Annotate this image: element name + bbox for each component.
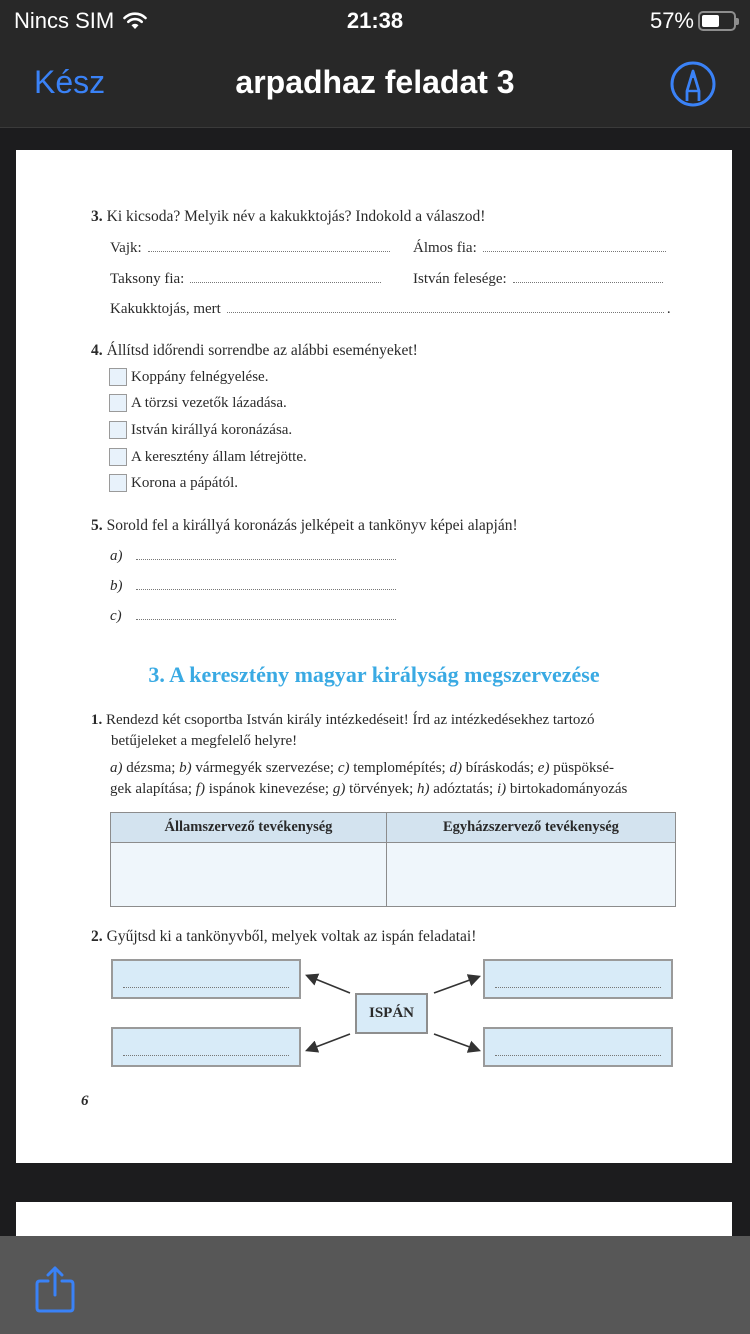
event-item[interactable] <box>109 474 238 492</box>
question-4 <box>91 342 418 360</box>
answer-line[interactable] <box>136 589 396 590</box>
field-istvan-felesege[interactable] <box>413 271 663 288</box>
options-line <box>110 779 680 800</box>
option-text: templomépítés; <box>349 760 450 776</box>
field-kakukktojas[interactable] <box>110 301 671 318</box>
field-label: Kakukktojás, mert <box>110 301 221 317</box>
markup-pen-icon[interactable] <box>670 61 716 107</box>
arrow-top-right <box>434 977 478 993</box>
option-letter: h) <box>417 781 430 797</box>
answer-line[interactable] <box>495 1055 661 1056</box>
pdf-page-next <box>16 1202 732 1236</box>
symbol-field-c[interactable] <box>110 608 396 625</box>
answer-line[interactable] <box>136 619 396 620</box>
event-item[interactable] <box>109 394 287 412</box>
question-text: Állítsd időrendi sorrendbe az alábbi eseményeket! <box>106 342 418 359</box>
nav-bar <box>0 40 750 128</box>
section-title: 3. A keresztény magyar királyság megszervezése <box>148 662 600 687</box>
field-almos-fia[interactable] <box>413 240 666 257</box>
bottom-toolbar <box>0 1236 750 1334</box>
option-text: gek alapítása; <box>110 781 196 797</box>
option-letter: c) <box>337 760 350 776</box>
question-3 <box>91 208 485 226</box>
option-text: adóztatás; <box>429 781 497 797</box>
question-5 <box>91 517 518 535</box>
option-letter: e) <box>537 760 550 776</box>
option-letter: d) <box>449 760 462 776</box>
option-letter: f) <box>195 781 205 797</box>
option-text: bíráskodás; <box>461 760 538 776</box>
option-letter: g) <box>332 781 346 797</box>
document-viewer[interactable] <box>0 129 750 1236</box>
share-icon[interactable] <box>34 1264 76 1314</box>
end-mark: . <box>666 301 671 317</box>
option-letter: i) <box>496 781 507 797</box>
classification-table <box>110 812 676 907</box>
field-label: Álmos fia: <box>413 240 477 256</box>
battery-percent: 57% <box>649 8 694 33</box>
arrow-bottom-left <box>308 1034 350 1050</box>
option-text: birtokadományozás <box>506 781 628 797</box>
order-checkbox[interactable] <box>109 394 127 412</box>
page-content <box>16 150 732 1163</box>
ispan-box: ISPÁN <box>355 993 428 1034</box>
question-text: Gyűjtsd ki a tankönyvből, melyek voltak az ispán feladatai! <box>106 928 477 945</box>
order-checkbox[interactable] <box>109 474 127 492</box>
question-text: Sorold fel a királlyá koronázás jelképeit a tankönyv képei alapján! <box>106 517 518 534</box>
event-label: Koppány felnégyelése. <box>131 368 269 385</box>
letter-label: b) <box>110 578 123 594</box>
options-line <box>110 758 680 779</box>
symbol-field-a[interactable] <box>110 548 396 565</box>
question-number: 3. <box>91 208 103 225</box>
answer-line[interactable] <box>123 987 289 988</box>
question-number: 4. <box>91 342 103 359</box>
answer-line[interactable] <box>495 987 661 988</box>
event-item[interactable] <box>109 421 292 439</box>
event-label: A törzsi vezetők lázadása. <box>131 394 287 411</box>
question-text: Ki kicsoda? Melyik név a kakukktojás? Indokold a válaszod! <box>106 208 486 225</box>
answer-line[interactable] <box>227 312 664 313</box>
pdf-page <box>16 150 732 1163</box>
task-box-top-left[interactable] <box>111 959 301 999</box>
letter-label: c) <box>110 608 122 624</box>
field-vajk[interactable] <box>110 240 390 257</box>
page-number: 6 <box>81 1093 89 1109</box>
carrier-label: Nincs SIM <box>14 8 115 33</box>
table-header-church: Egyházszervező tevékenység <box>386 813 675 843</box>
question-number: 5. <box>91 517 103 534</box>
table-header-state: Államszervező tevékenység <box>111 813 387 843</box>
answer-line[interactable] <box>123 1055 289 1056</box>
option-text: püspöksé- <box>549 760 615 776</box>
question-text-line2: betűjeleket a megfelelő helyre! <box>111 733 298 749</box>
done-button[interactable]: Kész <box>34 64 106 100</box>
answer-cell-church[interactable] <box>386 843 675 907</box>
option-text: ispánok kinevezése; <box>204 781 333 797</box>
task-box-bottom-left[interactable] <box>111 1027 301 1067</box>
battery-icon <box>698 11 736 31</box>
question-number: 1. <box>91 712 103 728</box>
question-text-line1: Rendezd két csoportba István király intézkedéseit! Írd az intézkedésekhez tartozó <box>106 712 595 728</box>
answer-line[interactable] <box>148 251 390 252</box>
order-checkbox[interactable] <box>109 421 127 439</box>
section-question-2 <box>91 928 476 946</box>
answer-line[interactable] <box>190 282 381 283</box>
answer-line[interactable] <box>513 282 663 283</box>
option-text: vármegyék szervezése; <box>191 760 338 776</box>
event-label: István királlyá koronázása. <box>131 421 293 438</box>
battery-indicator <box>650 8 736 34</box>
field-taksony-fia[interactable] <box>110 271 381 288</box>
task-box-bottom-right[interactable] <box>483 1027 673 1067</box>
order-checkbox[interactable] <box>109 448 127 466</box>
answer-line[interactable] <box>483 251 666 252</box>
event-label: Korona a pápától. <box>131 474 239 491</box>
clock: 21:38 <box>346 8 404 33</box>
question-number: 2. <box>91 928 103 945</box>
field-label: Vajk: <box>110 240 142 256</box>
option-letter: a) <box>110 760 123 776</box>
field-label: István felesége: <box>413 271 507 287</box>
section-question-1 <box>91 710 691 752</box>
option-text: dézsma; <box>122 760 180 776</box>
order-checkbox[interactable] <box>109 368 127 386</box>
answer-cell-state[interactable] <box>111 843 387 907</box>
event-item[interactable] <box>109 448 307 466</box>
option-text: törvények; <box>345 781 417 797</box>
letter-label: a) <box>110 548 123 564</box>
document-title: arpadhaz feladat 3 <box>235 64 515 100</box>
measure-options <box>110 758 680 800</box>
symbol-field-b[interactable] <box>110 578 396 595</box>
event-item[interactable] <box>109 368 268 386</box>
event-label: A keresztény állam létrejötte. <box>131 448 307 465</box>
field-label: Taksony fia: <box>110 271 185 287</box>
task-box-top-right[interactable] <box>483 959 673 999</box>
status-bar <box>0 0 750 40</box>
arrow-top-left <box>308 976 350 993</box>
option-letter: b) <box>179 760 192 776</box>
answer-line[interactable] <box>136 559 396 560</box>
arrow-bottom-right <box>434 1034 478 1050</box>
